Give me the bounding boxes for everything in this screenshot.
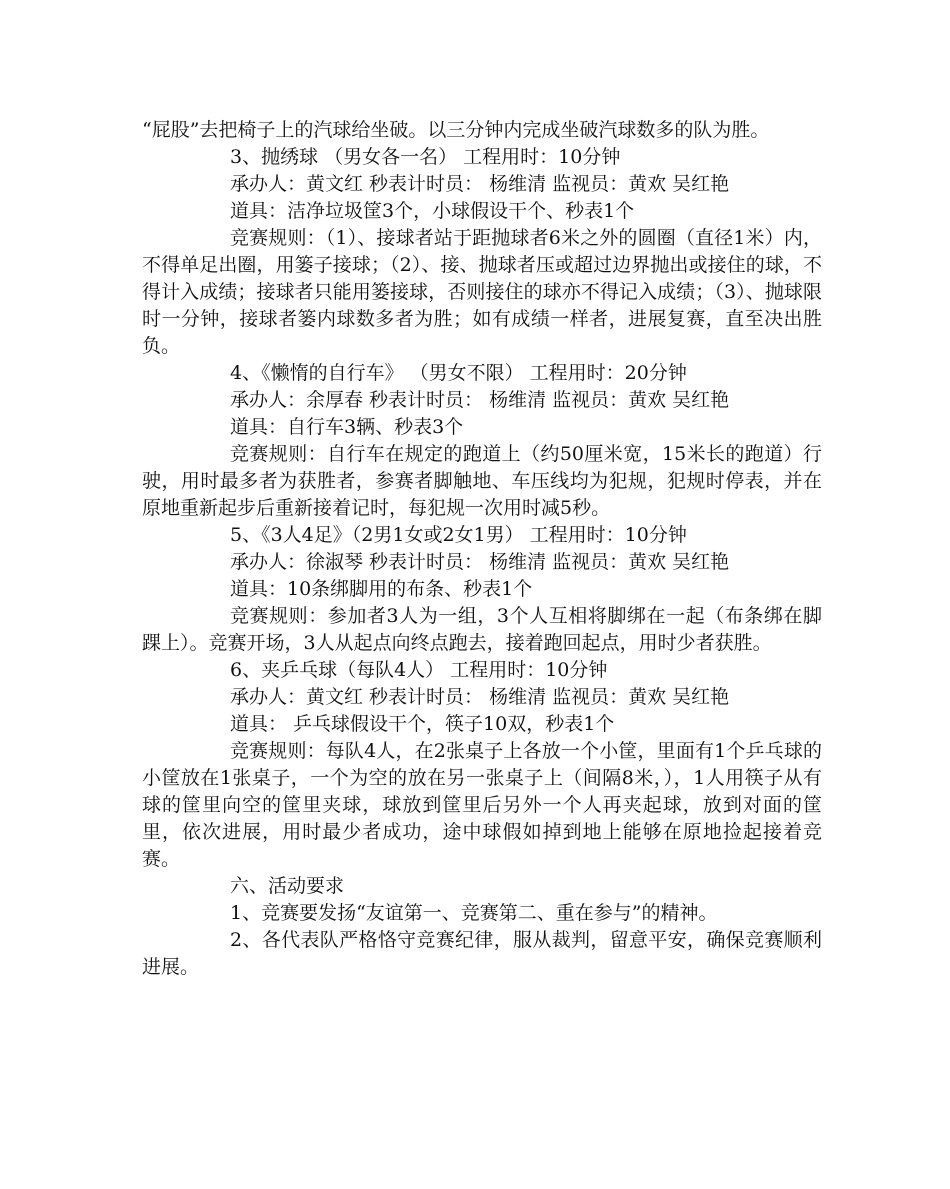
paragraph: 道具： 乒乓球假设干个，筷子10双，秒表1个 bbox=[230, 713, 615, 735]
paragraph: 道具：10条绑脚用的布条、秒表1个 bbox=[230, 578, 533, 600]
paragraph: 2、各代表队严格恪守竞赛纪律，服从裁判，留意平安，确保竞赛顺利进展。 bbox=[142, 929, 822, 978]
paragraph: 竞赛规则：（1）、接球者站于距抛球者6米之外的圆圈（直径1米）内，不得单足出圈，用篓子接球；（2）、接、抛球者压或超过边界抛出或接住的球，不得计入成绩；接球者只能用篓接球，否则接住的球亦不得记入成绩；（3）、抛球限时一分钟，接球者篓内球数多者为胜；如有成绩一样者，进展复赛，直至决出胜负。 bbox=[142, 227, 822, 357]
paragraph: 6、夹乒乓球（每队4人） 工程用时：10分钟 bbox=[230, 659, 608, 681]
paragraph: “屁股”去把椅子上的汽球给坐破。以三分钟内完成坐破汽球数多的队为胜。 bbox=[142, 119, 770, 141]
paragraph: 1、竞赛要发扬“友谊第一、竞赛第二、重在参与”的精神。 bbox=[230, 902, 718, 924]
paragraph: 承办人：余厚春 秒表计时员： 杨维清 监视员：黄欢 吴红艳 bbox=[230, 389, 730, 411]
paragraph: 4、《懒惰的自行车》 （男女不限） 工程用时：20分钟 bbox=[230, 362, 687, 384]
paragraph: 竞赛规则：自行车在规定的跑道上（约50厘米宽，15米长的跑道）行驶，用时最多者为获胜者，参赛者脚触地、车压线均为犯规，犯规时停表，并在原地重新起步后重新接着记时，每犯规一次用时减5秒。 bbox=[142, 443, 822, 519]
paragraph: 3、抛绣球 （男女各一名） 工程用时：10分钟 bbox=[230, 146, 621, 168]
paragraph: 承办人：黄文红 秒表计时员： 杨维清 监视员：黄欢 吴红艳 bbox=[230, 173, 730, 195]
paragraph: 竞赛规则：参加者3人为一组，3个人互相将脚绑在一起（布条绑在脚踝上）。竞赛开场，3人从起点向终点跑去，接着跑回起点，用时少者获胜。 bbox=[142, 605, 822, 654]
section-heading: 六、活动要求 bbox=[230, 875, 345, 897]
paragraph: 道具：洁净垃圾筐3个，小球假设干个、秒表1个 bbox=[230, 200, 635, 222]
paragraph: 道具：自行车3辆、秒表3个 bbox=[230, 416, 464, 438]
document-page bbox=[142, 117, 822, 981]
paragraph: 承办人：徐淑琴 秒表计时员： 杨维清 监视员：黄欢 吴红艳 bbox=[230, 551, 730, 573]
paragraph: 竞赛规则：每队4人，在2张桌子上各放一个小筐，里面有1个乒乓球的小筐放在1张桌子，一个为空的放在另一张桌子上（间隔8米，），1人用筷子从有球的筐里向空的筐里夹球，球放到筐里后另外一个人再夹起球，放到对面的筐里，依次进展，用时最少者成功，途中球假如掉到地上能够在原地捡起接着竞赛。 bbox=[142, 740, 822, 870]
paragraph: 5、《3人4足》（2男1女或2女1男） 工程用时：10分钟 bbox=[230, 524, 687, 546]
paragraph: 承办人：黄文红 秒表计时员： 杨维清 监视员：黄欢 吴红艳 bbox=[230, 686, 730, 708]
